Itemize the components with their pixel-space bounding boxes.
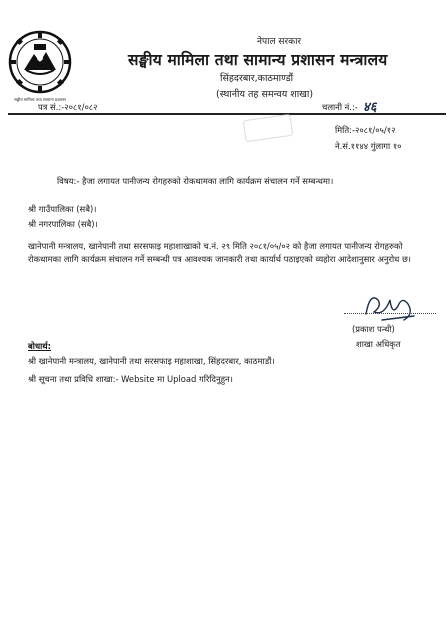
nepal-sambat-date: ने.सं.११४४ गुंलागा १० [335, 141, 402, 151]
signature-line [344, 313, 436, 314]
ministry-address: सिंहदरबार,काठमाण्डौं [220, 73, 294, 84]
ministry-name: सङ्घीय मामिला तथा सामान्य प्रशासन मन्त्रालय [128, 51, 388, 69]
cc-item-water-ministry: श्री खानेपानी मन्त्रालय, खानेपानी तथा सरसफाइ महाशाखा, सिंहदरबार, काठमाडौं। [28, 356, 275, 366]
chalani-label: चलानी नं.:- [322, 102, 358, 112]
government-name: नेपाल सरकार [257, 37, 302, 47]
recipient-nagarpalika: श्री नगरपालिका (सबै)। [28, 219, 98, 229]
cc-item-it-section: श्री सूचना तथा प्रविधि शाखा:- Website मा Upload गरिदिनुहुन। [28, 374, 233, 384]
letter-subject: विषय:- हैजा लगायत पानीजन्य रोगहरुको रोकथामका लागि कार्यक्रम संचालन गर्ने सम्बन्धमा। [57, 176, 334, 186]
header-divider [8, 113, 446, 115]
cc-heading: बोधार्थ: [28, 341, 51, 351]
signatory-name: (प्रकाश पन्थी) [352, 324, 395, 334]
signature-icon [360, 286, 422, 328]
patra-sankhya: पत्र सं.:-२०८१/०८२ [38, 102, 98, 112]
chalani-number: ४६ [363, 100, 377, 115]
received-stamp [243, 114, 294, 142]
signatory-designation: शाखा अधिकृत [356, 339, 401, 349]
ministry-emblem-icon [8, 30, 72, 94]
branch-name: (स्थानीय तह समन्वय शाखा) [216, 89, 314, 100]
emblem-caption: सङ्घीय मामिला तथा सामान्य प्रशासन [14, 97, 66, 102]
letter-body: खानेपानी मन्त्रालय, खानेपानी तथा सरसफाइ महाशाखाको च.नं. २९ मिति २०८१/०५/०२ को हैजा लगायत पानीजन्य रोगहरुको रोकथामका लागि कार्यक्रम संचालन गर्ने सम्बन्धी पत्र आवश्यक जानकारी तथा कार्यार्थ पठाइएको व्यहोरा आदेशानुसार अनुरोध छ। [28, 241, 411, 264]
recipient-gaupalika: श्री गाउँपालिका (सबै)। [28, 204, 97, 214]
letter-date: मिति:-२०८१/०५/१२ [335, 125, 396, 135]
